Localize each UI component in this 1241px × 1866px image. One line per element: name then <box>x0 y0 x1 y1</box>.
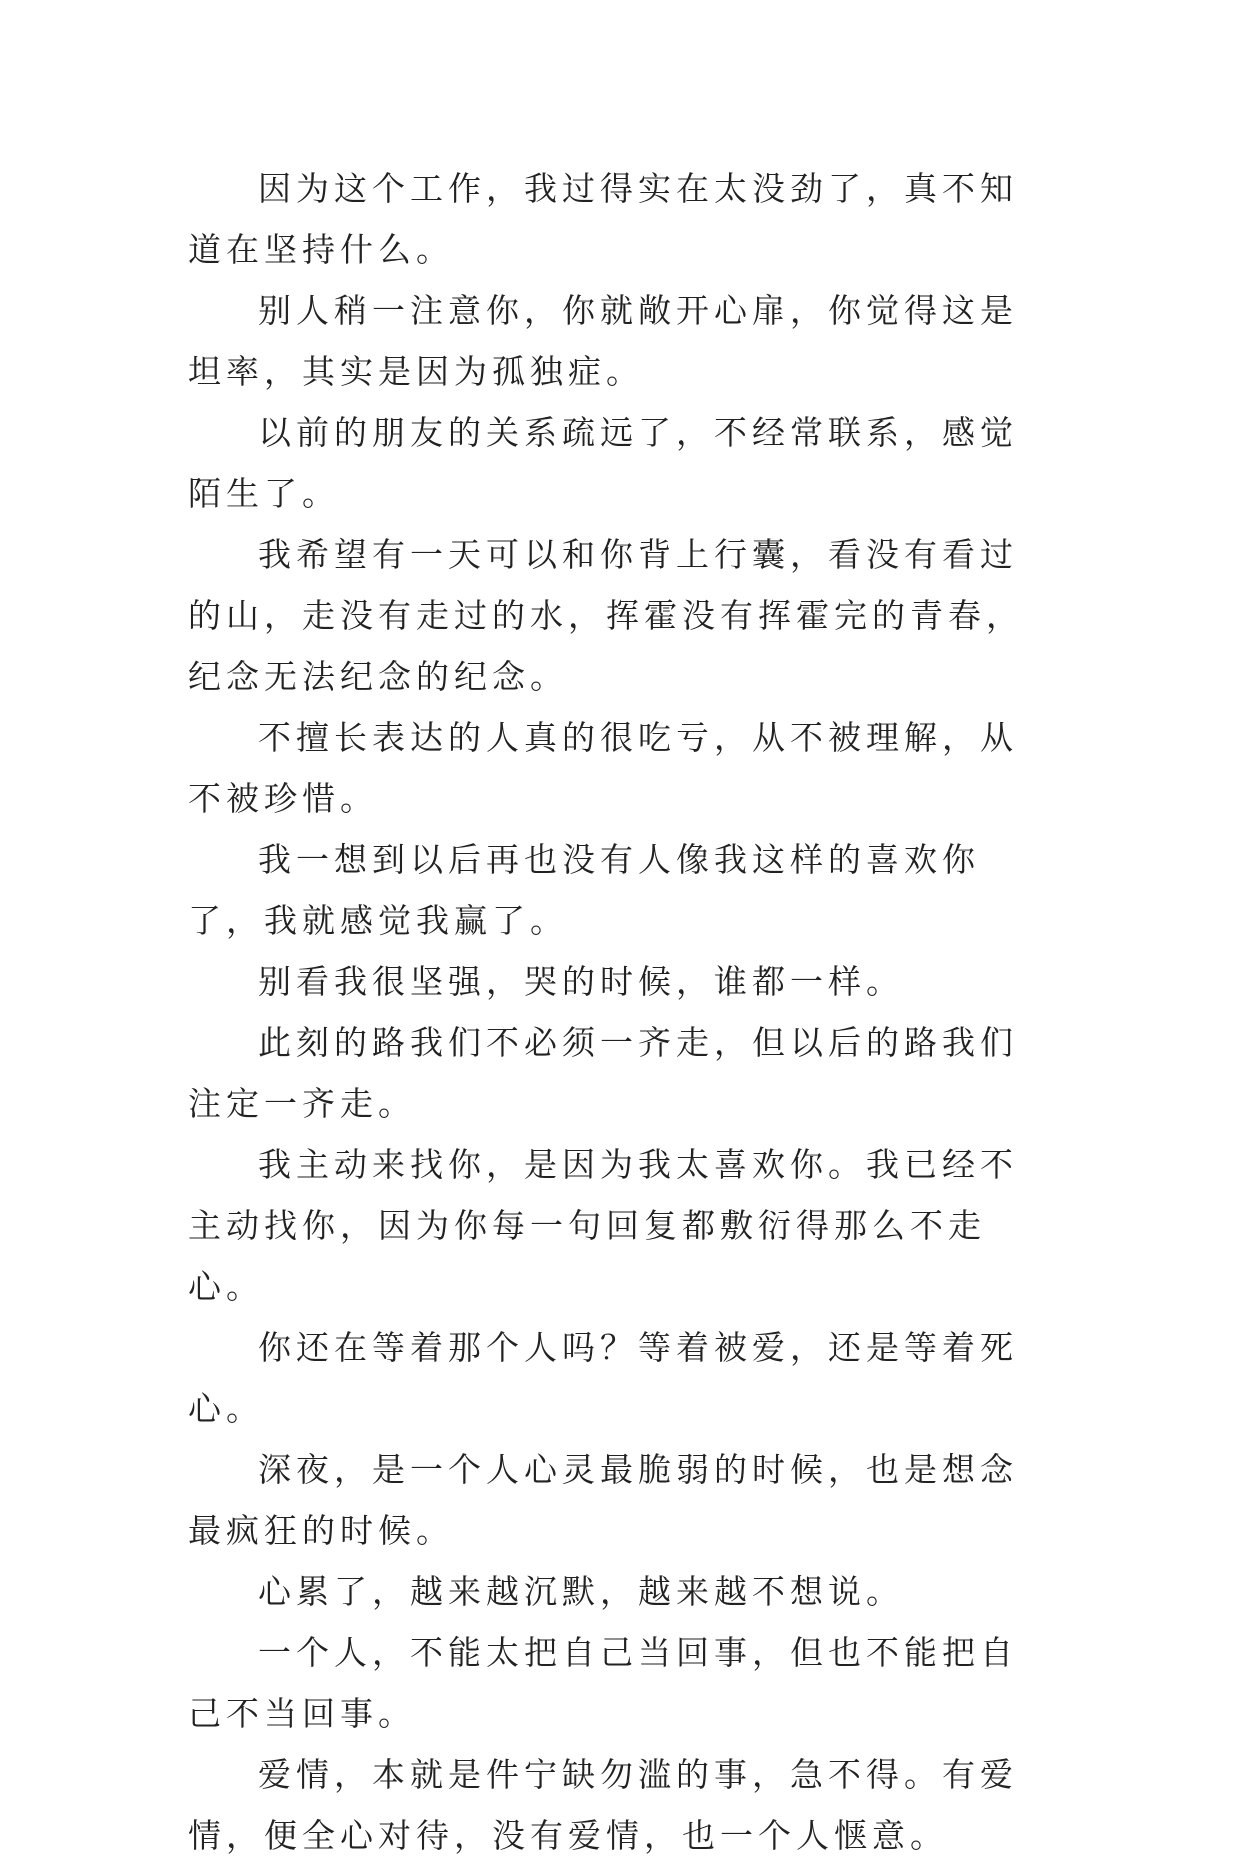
paragraph: 不擅长表达的人真的很吃亏，从不被理解，从不被珍惜。 <box>188 718 1018 818</box>
document-body <box>188 158 1048 1866</box>
paragraph: 此刻的路我们不必须一齐走，但以后的路我们注定一齐走。 <box>188 1023 1018 1123</box>
paragraph: 深夜，是一个人心灵最脆弱的时候，也是想念最疯狂的时候。 <box>188 1450 1018 1550</box>
paragraph: 爱情，本就是件宁缺勿滥的事，急不得。有爱情，便全心对待，没有爱情，也一个人惬意。 <box>188 1755 1018 1855</box>
paragraph: 别看我很坚强，哭的时候，谁都一样。 <box>258 962 904 1001</box>
paragraph: 以前的朋友的关系疏远了，不经常联系，感觉陌生了。 <box>188 413 1018 513</box>
paragraph: 一个人，不能太把自己当回事，但也不能把自己不当回事。 <box>188 1633 1018 1733</box>
paragraph: 我主动来找你，是因为我太喜欢你。我已经不主动找你，因为你每一句回复都敷衍得那么不走心。 <box>188 1145 1018 1306</box>
paragraph: 别人稍一注意你，你就敞开心扉，你觉得这是坦率，其实是因为孤独症。 <box>188 291 1018 391</box>
paragraph: 心累了，越来越沉默，越来越不想说。 <box>258 1572 904 1611</box>
paragraph: 你还在等着那个人吗？等着被爱，还是等着死心。 <box>188 1328 1018 1428</box>
paragraph: 因为这个工作，我过得实在太没劲了，真不知道在坚持什么。 <box>188 169 1018 269</box>
paragraph: 我一想到以后再也没有人像我这样的喜欢你了，我就感觉我赢了。 <box>188 840 980 940</box>
paragraph: 我希望有一天可以和你背上行囊，看没有看过的山，走没有走过的水，挥霍没有挥霍完的青春，纪念无法纪念的纪念。 <box>188 535 1024 696</box>
